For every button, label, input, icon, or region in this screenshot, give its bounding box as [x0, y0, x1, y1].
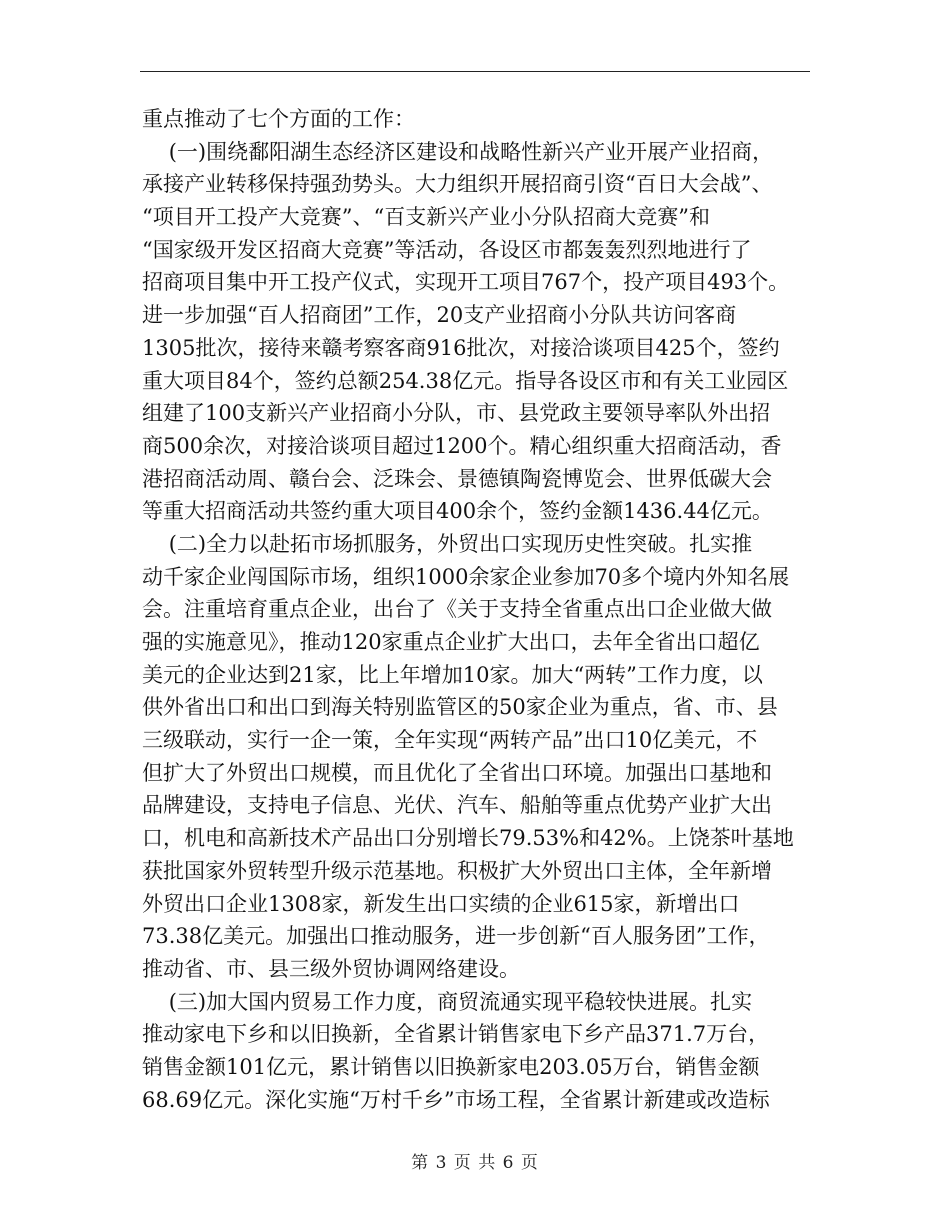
text-line: 商500余次，对接洽谈项目超过1200个。精心组织重大招商活动，香: [142, 433, 782, 458]
text-line: 重大项目84个，签约总额254.38亿元。指导各设区市和有关工业园区: [142, 368, 789, 393]
text-line: 重点推动了七个方面的工作：: [142, 107, 415, 131]
text-line: 强的实施意见》，推动120家重点企业扩大出口，去年全省出口超亿: [142, 630, 760, 654]
text-line: 获批国家外贸转型升级示范基地。积极扩大外贸出口主体，全年新增: [142, 858, 772, 883]
text-line: 但扩大了外贸出口规模，而且优化了全省出口环境。加强出口基地和: [142, 760, 772, 785]
page-number-label: 第 3 页 共 6 页: [411, 1153, 539, 1173]
text-line: 招商项目集中开工投产仪式，实现开工项目767个，投产项目493个。: [142, 270, 790, 295]
text-line: 会。注重培育重点企业，出台了《关于支持全省重点出口企业做大做: [142, 597, 772, 622]
body-text: [142, 103, 810, 1116]
text-line: (二)全力以赴拓市场抓服务，外贸出口实现历史性突破。扎实推: [142, 531, 753, 556]
text-line: 美元的企业达到21家，比上年增加10家。加大“两转”工作力度，以: [142, 662, 763, 687]
text-line: 外贸出口企业1308家，新发生出口实绩的企业615家，新增出口: [142, 891, 740, 916]
text-line: 推动家电下乡和以旧换新，全省累计销售家电下乡产品371.7万台，: [142, 1022, 770, 1047]
text-line: 销售金额101亿元，累计销售以旧换新家电203.05万台，销售金额: [142, 1054, 760, 1079]
text-line: 进一步加强“百人招商团”工作，20支产业招商小分队共访问客商: [142, 303, 737, 328]
text-line: (一)围绕鄱阳湖生态经济区建设和战略性新兴产业开展产业招商，: [142, 139, 774, 164]
text-line: 组建了100支新兴产业招商小分队，市、县党政主要领导率队外出招: [142, 401, 771, 426]
text-line: 动千家企业闯国际市场，组织1000余家企业参加70多个境内外知名展: [142, 564, 790, 589]
text-line: 口，机电和高新技术产品出口分别增长79.53%和42%。上饶茶叶基地: [142, 826, 794, 851]
header-rule: [140, 71, 810, 72]
text-line: 三级联动，实行一企一策，全年实现“两转产品”出口10亿美元，不: [142, 728, 758, 753]
text-line: 68.69亿元。深化实施“万村千乡”市场工程，全省累计新建或改造标: [142, 1087, 770, 1112]
text-line: 1305批次，接待来赣考察客商916批次，对接洽谈项目425个，签约: [142, 335, 780, 360]
text-line: 承接产业转移保持强劲势头。大力组织开展招商引资“百日大会战”、: [142, 172, 773, 197]
text-line: 推动省、市、县三级外贸协调网络建设。: [142, 956, 520, 981]
text-line: 等重大招商活动共签约重大项目400余个，签约金额1436.44亿元。: [142, 499, 773, 524]
text-line: (三)加大国内贸易工作力度，商贸流通实现平稳较快进展。扎实: [142, 989, 753, 1014]
text-line: “项目开工投产大竞赛”、“百支新兴产业小分队招商大竞赛”和: [142, 205, 710, 230]
text-line: 品牌建设，支持电子信息、光伏、汽车、船舶等重点优势产业扩大出: [142, 793, 772, 818]
text-line: 供外省出口和出口到海关特别监管区的50家企业为重点，省、市、县: [142, 695, 778, 720]
text-line: “国家级开发区招商大竞赛”等活动，各设区市都轰轰烈烈地进行了: [142, 237, 752, 262]
page-footer: [0, 1148, 950, 1173]
text-line: 73.38亿美元。加强出口推动服务，进一步创新“百人服务团”工作，: [142, 924, 770, 949]
text-line: 港招商活动周、赣台会、泛珠会、景德镇陶瓷博览会、世界低碳大会: [142, 466, 772, 491]
